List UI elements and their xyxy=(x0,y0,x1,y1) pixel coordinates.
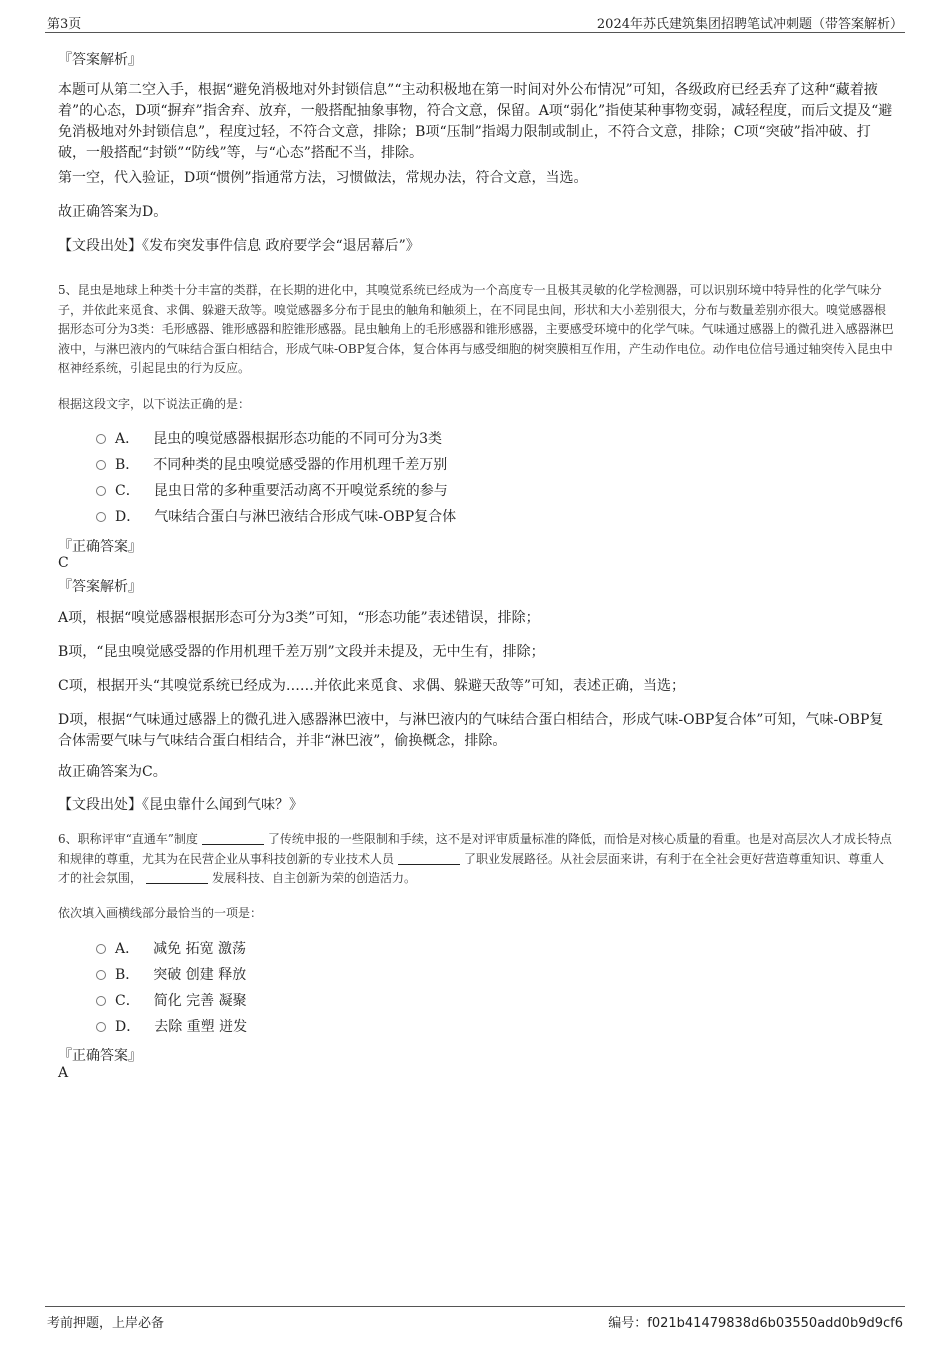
prev-analysis-para2: 第一空，代入验证，D项“惯例”指通常方法，习惯做法，常规办法，符合文意，当选。 xyxy=(58,170,588,186)
prev-conclusion: 故正确答案为D。 xyxy=(58,204,168,220)
q5-answer-label: 『正确答案』 xyxy=(58,539,142,555)
prev-analysis-label: 『答案解析』 xyxy=(58,52,142,68)
radio-icon[interactable] xyxy=(96,434,106,444)
q5-option-c[interactable]: C． 昆虫日常的多种重要活动离不开嗅觉系统的参与 xyxy=(96,481,448,501)
page-number: 第3页 xyxy=(47,17,82,32)
q6-option-a[interactable]: A． 减免 拓宽 激荡 xyxy=(96,939,246,959)
prev-analysis-text: 本题可从第二空入手，根据“避免消极地对外封锁信息”“主动积极地在第一时间对外公布情况”可知，各级政府已经丢弃了这种“藏着掖着”的心态，D项“摒弃”指舍弃、放弃，一般搭配抽象事物，符合文意，保留。A项“弱化”指使某种事物变弱，减轻程度，而后文提及“避免消极地对外封锁信息”，程度过轻，不符合文意，排除；B项“压制”指竭力限制或制止，不符合文意，排除；C项“突破”指冲破、打破，一般搭配“封锁”“防线”等，与“心态”搭配不当，排除。 xyxy=(58,82,893,161)
q5-analysis-c: C项，根据开头“其嗅觉系统已经成为……并依此来觅食、求偶、躲避天敌等”可知，表述正确，当选； xyxy=(58,678,686,694)
q5-conclusion: 故正确答案为C。 xyxy=(58,764,167,780)
document-title: 2024年苏氏建筑集团招聘笔试冲刺题（带答案解析） xyxy=(596,17,903,32)
q5-answer: C xyxy=(58,555,69,571)
q5-stem: 5、昆虫是地球上种类十分丰富的类群，在长期的进化中，其嗅觉系统已经成为一个高度专一且极其灵敏的化学检测器，可以识别环境中特异性的化学气味分子，并依此来觅食、求偶、躲避天敌等。嗅觉感器多分布于昆虫的触角和触须上，在不同昆虫间，形状和大小差别很大，分布与数量差别亦很大。嗅觉感器根据形态可分为3类：毛形感器、锥形感器和腔锥形感器。昆虫触角上的毛形感器和锥形感器，主要感受环境中的化学气味。气味通过感器上的微孔进入感器淋巴液中，与淋巴液内的气味结合蛋白相结合，形成气味-OBP复合体，复合体再与感受细胞的树突膜相互作用，产生动作电位。动作电位信号通过轴突传入昆虫中枢神经系统，引起昆虫的行为反应。 xyxy=(58,283,894,375)
q6-answer-label: 『正确答案』 xyxy=(58,1048,142,1064)
footer-slogan: 考前押题，上岸必备 xyxy=(47,1316,165,1331)
q6-prompt: 依次填入画横线部分最恰当的一项是： xyxy=(58,906,263,920)
fill-blank-2 xyxy=(398,851,460,865)
q5-analysis-label: 『答案解析』 xyxy=(58,579,142,595)
q5-analysis-a: A项，根据“嗅觉感器根据形态可分为3类”可知，“形态功能”表述错误，排除； xyxy=(58,610,540,626)
radio-icon[interactable] xyxy=(96,944,106,954)
q6-option-c[interactable]: C． 简化 完善 凝聚 xyxy=(96,991,247,1011)
q6-answer: A xyxy=(58,1065,69,1081)
q6-option-d[interactable]: D． 去除 重塑 迸发 xyxy=(96,1017,247,1037)
radio-icon[interactable] xyxy=(96,970,106,980)
q5-option-a[interactable]: A． 昆虫的嗅觉感器根据形态功能的不同可分为3类 xyxy=(96,429,442,449)
radio-icon[interactable] xyxy=(96,486,106,496)
q5-prompt: 根据这段文字，以下说法正确的是： xyxy=(58,397,251,411)
radio-icon[interactable] xyxy=(96,1022,106,1032)
q5-option-b[interactable]: B． 不同种类的昆虫嗅觉感受器的作用机理千差万别 xyxy=(96,455,447,475)
radio-icon[interactable] xyxy=(96,460,106,470)
q6-stem: 6、职称评审“直通车”制度 了传统申报的一些限制和手续，这不是对评审质量标准的降低，而恰是对核心质量的看重。也是对高层次人才成长特点和规律的尊重，尤其为在民营企业从事科技创新的专业技术人员 了职业发展路径。从社会层面来讲，有利于在全社会更好营造尊重知识、尊重人才的社会氛围， 发展科技、自主创新为荣的创造活力。 xyxy=(58,832,892,885)
q6-option-b[interactable]: B． 突破 创建 释放 xyxy=(96,965,246,985)
page-footer xyxy=(45,1306,905,1329)
q5-source: 【文段出处】《昆虫靠什么闻到气味？》 xyxy=(58,797,303,813)
q5-analysis-b: B项，“昆虫嗅觉感受器的作用机理千差万别”文段并未提及，无中生有，排除； xyxy=(58,644,545,660)
radio-icon[interactable] xyxy=(96,996,106,1006)
fill-blank-1 xyxy=(202,831,264,845)
q5-option-d[interactable]: D． 气味结合蛋白与淋巴液结合形成气味-OBP复合体 xyxy=(96,507,456,527)
radio-icon[interactable] xyxy=(96,512,106,522)
page-header xyxy=(45,10,905,33)
footer-code: 编号：f021b41479838d6b03550add0b9d9cf6 xyxy=(608,1316,903,1331)
prev-source: 【文段出处】《发布突发事件信息 政府要学会“退居幕后”》 xyxy=(58,238,420,254)
fill-blank-3 xyxy=(146,870,208,884)
q5-analysis-d: D项，根据“气味通过感器上的微孔进入感器淋巴液中，与淋巴液内的气味结合蛋白相结合，形成气味-OBP复合体”可知，气味-OBP复合体需要气味与气味结合蛋白相结合，并非“淋巴液”，偷换概念，排除。 xyxy=(58,712,884,749)
